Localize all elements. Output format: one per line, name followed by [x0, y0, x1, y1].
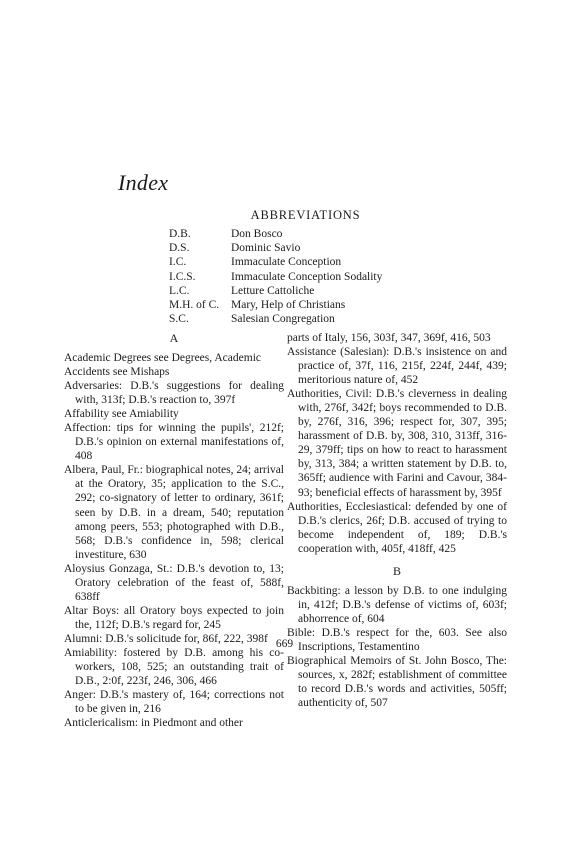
index-entry: Biographical Memoirs of St. John Bosco, The: sources, x, 282f; establishment of committee to record D.B.'s words and activities, 505ff; authenticity of, 507: [287, 654, 507, 710]
abbreviation-code: I.C.S.: [169, 270, 196, 283]
abbreviation-row: [169, 312, 382, 326]
abbreviations-table: [169, 227, 382, 326]
index-entry: Alumni: D.B.'s solicitude for, 86f, 222, 398f: [64, 632, 268, 645]
abbreviation-code: I.C.: [169, 256, 187, 269]
index-entry: Backbiting: a lesson by D.B. to one indulging in, 412f; D.B.'s defense of victims of, 603f; abhorrence of, 604: [287, 584, 507, 625]
index-entry: Affability see Amiability: [64, 408, 179, 421]
abbreviation-row: [169, 298, 382, 312]
index-entry: Accidents see Mishaps: [64, 366, 170, 379]
index-entry: Adversaries: D.B.'s suggestions for dealing with, 313f; D.B.'s reaction to, 397f: [64, 380, 284, 407]
abbreviation-meaning: Dominic Savio: [231, 242, 301, 255]
index-entry: Aloysius Gonzaga, St.: D.B.'s devotion to, 13; Oratory celebration of the feast of, 588f, 638ff: [64, 562, 284, 603]
abbreviation-meaning: Mary, Help of Christians: [231, 299, 346, 312]
index-entry: Albera, Paul, Fr.: biographical notes, 24; arrival at the Oratory, 35; application to the S.C., 292; co-signatory of letter to ordinary, 361f; seen by D.B. in a dream, 540; reputation among peers, 553; photographed with D.B., 568; D.B.'s confidence in, 598; clerical investiture, 630: [64, 464, 284, 561]
abbreviation-meaning: Immaculate Conception: [231, 256, 342, 269]
index-entry: Bible: D.B.'s respect for the, 603. See also Inscriptions, Testamentino: [287, 626, 507, 653]
entries-left: [64, 351, 284, 730]
abbreviation-code: L.C.: [169, 284, 190, 297]
index-entry: Anticlericalism: in Piedmont and other: [64, 717, 243, 730]
index-entry: parts of Italy, 156, 303f, 347, 369f, 416, 503: [287, 332, 491, 344]
abbreviation-code: S.C.: [169, 313, 189, 326]
abbreviations-heading: ABBREVIATIONS: [250, 208, 361, 222]
abbreviation-code: D.S.: [169, 242, 190, 255]
abbreviation-row: [169, 270, 382, 284]
abbreviation-row: [169, 284, 382, 298]
index-entry: Assistance (Salesian): D.B.'s insistence on and practice of, 37f, 116, 215f, 224f, 244f, 439; meritorious nature of, 452: [287, 346, 507, 387]
index-entry: Amiability: fostered by D.B. among his co-workers, 108, 525; an outstanding trait of D.B., 2:0f, 223f, 246, 306, 466: [64, 646, 284, 688]
abbreviation-meaning: Immaculate Conception Sodality: [231, 270, 383, 283]
abbreviation-row: [169, 227, 382, 241]
index-entry: Authorities, Ecclesiastical: defended by one of D.B.'s clerics, 26f; D.B. accused of trying to become independent of, 189; D.B.'s cooperation with, 405f, 418ff, 425: [287, 500, 507, 555]
index-entry: Authorities, Civil: D.B.'s cleverness in dealing with, 276f, 342f; boys recommended to D.B. by, 276f, 316, 396; respect for, 307, 395; harassment of D.B. by, 308, 310, 313ff, 316-29, 379ff; tips on how to react to harassment by, 313, 384; a written statement by D.B. to, 365ff; audience with Farini and Cavour, 384-93; beneficial effects of harassment by, 395f: [287, 388, 507, 499]
abbreviation-row: [169, 241, 382, 255]
index-entry: Anger: D.B.'s mastery of, 164; corrections not to be given in, 216: [64, 689, 284, 716]
index-column-left: [64, 331, 284, 730]
page-title: Index: [118, 170, 169, 195]
entries-right-a: [287, 331, 507, 556]
abbreviation-code: M.H. of C.: [169, 299, 220, 312]
index-column-right: [287, 331, 507, 710]
abbreviation-meaning: Salesian Congregation: [231, 313, 335, 326]
section-letter-a: A: [169, 331, 179, 345]
section-letter-b: B: [392, 563, 401, 578]
abbreviation-code: D.B.: [169, 228, 191, 240]
page-number: 669: [275, 638, 294, 650]
abbreviation-meaning: Don Bosco: [231, 228, 283, 240]
abbreviation-row: [169, 255, 382, 269]
index-entry: Affection: tips for winning the pupils', 212f; D.B.'s opinion on external manifestations of, 408: [64, 422, 284, 463]
index-entry: Altar Boys: all Oratory boys expected to join the, 112f; D.B.'s regard for, 245: [64, 604, 284, 631]
abbreviation-meaning: Letture Cattoliche: [231, 284, 315, 297]
index-entry: Academic Degrees see Degrees, Academic: [64, 352, 261, 364]
